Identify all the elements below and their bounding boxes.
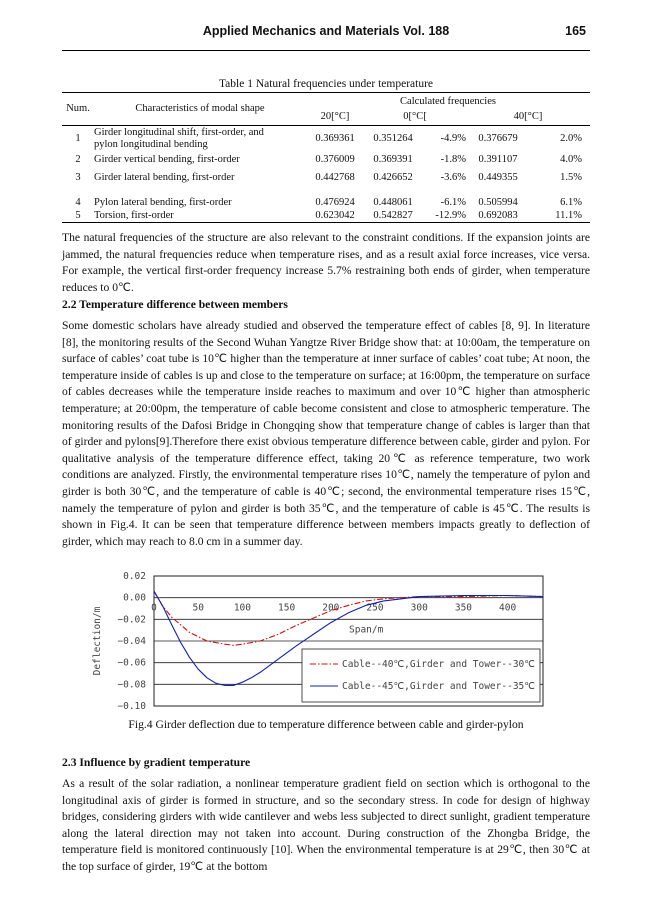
frequency-table [62, 92, 590, 223]
running-header [62, 18, 590, 48]
header-num: Num. [62, 93, 94, 126]
x-tick-label: 400 [499, 602, 517, 614]
row-desc [94, 126, 306, 153]
header-calculated: Calculated frequencies [306, 93, 590, 110]
row-f0: 0.448061 [373, 197, 413, 208]
row-desc-line2: pylon longitudinal bending [94, 139, 208, 150]
row-f0: 0.542827 [364, 209, 422, 223]
y-axis-label: Deflection/m [92, 606, 103, 676]
row-f40: 0.505994 [478, 197, 518, 208]
x-tick-label: 100 [233, 602, 251, 614]
header-characteristics: Characteristics of modal shape [94, 93, 306, 126]
y-tick-label: −0.04 [117, 636, 146, 647]
y-tick-label: −0.08 [117, 679, 146, 691]
row-d0: -3.6% [440, 172, 466, 183]
section-heading-2-3: 2.3 Influence by gradient temperature [62, 756, 251, 769]
header-20c: 20[°C] [306, 109, 364, 126]
figure-caption: Fig.4 Girder deflection due to temperature difference between cable and girder-pylon [128, 718, 524, 731]
paragraph-frequency-constraints: The natural frequencies of the structure are also relevant to the constraint conditions. If the expansion joints are jammed, the natural frequencies reduce when temperature rises, and as a result axial force increases, vice versa. For example, the vertical first-order frequency increase 5.7% restraining both ends of girder, when temperature reduces to 0℃. [62, 231, 590, 294]
row-f0: 0.426652 [373, 172, 413, 183]
y-tick-label: −0.10 [117, 701, 146, 712]
chart-legend [302, 649, 540, 702]
row-desc: Girder lateral bending, first-order [94, 172, 235, 183]
x-tick-label: 350 [454, 602, 473, 614]
row-d40: 4.0% [560, 153, 582, 165]
section-heading-2-2: 2.2 Temperature difference between members [62, 298, 288, 311]
table-row [62, 167, 590, 189]
row-d40: 2.0% [560, 133, 582, 144]
table-row [62, 189, 590, 209]
table-row [62, 126, 590, 153]
row-f20: 0.476924 [315, 197, 355, 208]
row-f20: 0.376009 [315, 153, 355, 165]
x-tick-label: 300 [410, 602, 428, 614]
row-num: 1 [75, 133, 81, 144]
row-f20: 0.623042 [306, 209, 364, 223]
legend-label: Cable--40℃,Girder and Tower--30℃ [342, 659, 535, 670]
row-f20: 0.369361 [315, 133, 355, 144]
table-row [62, 209, 590, 223]
row-f40: 0.391107 [478, 153, 518, 165]
row-desc-line1: Girder longitudinal shift, first-order, and [94, 127, 264, 138]
row-desc: Girder vertical bending, first-order [94, 153, 240, 165]
row-num: 3 [75, 172, 81, 183]
y-tick-label: 0.00 [123, 592, 146, 604]
page-number: 165 [565, 24, 586, 38]
row-d40: 11.1% [530, 209, 590, 223]
y-tick-label: −0.06 [117, 657, 146, 669]
table-row [62, 152, 590, 167]
row-d0: -1.8% [440, 153, 466, 165]
series-line-1 [154, 591, 543, 645]
row-d0: -12.9% [422, 209, 466, 223]
deflection-chart [88, 568, 558, 713]
row-f40: 0.376679 [478, 133, 518, 144]
row-f0: 0.351264 [373, 133, 413, 144]
x-tick-label: 250 [366, 602, 384, 614]
row-f20: 0.442768 [315, 172, 355, 183]
row-f40: 0.449355 [478, 172, 518, 183]
row-desc: Torsion, first-order [94, 209, 306, 223]
x-tick-labels [151, 603, 516, 614]
table-caption: Table 1 Natural frequencies under temperature [218, 78, 434, 90]
row-num: 5 [62, 209, 94, 223]
paragraph-gradient-temperature: As a result of the solar radiation, a nonlinear temperature gradient field on section which is orthogonal to the longitudinal axis of girder is formed in structure, and so the secondary stress. In code for design of highway bridges, considering girders with wide cantilever and webs less subjected to direct sunlight, gradient temperature along the lateral direction may not taken into account. During construction of the Zhongba Bridge, the temperature field is monitored continuously [10]. When the environmental temperature is at 29℃, then 30℃ at the top surface of girder, 19℃ at the bottom [62, 777, 590, 873]
legend-box [302, 649, 540, 702]
row-f40: 0.692083 [466, 209, 530, 223]
row-num: 4 [75, 197, 81, 208]
y-tick-label: 0.02 [123, 571, 146, 582]
row-d40: 1.5% [560, 172, 582, 183]
journal-title: Applied Mechanics and Materials Vol. 188 [202, 24, 450, 38]
row-d40: 6.1% [560, 197, 582, 208]
paragraph-temperature-difference: Some domestic scholars have already studied and observed the temperature effect of cables [8, 9]. In literature [8], the monitoring results of the Second Wuhan Yangtze River Bridge show that: at 10:00am, the temperature on surface of cables’ coat tube is 10℃ higher than the temperature at inner surface of cables’ coat tube; At noon, the temperature inside of cables is up and close to the temperature on surface; at 16:00pm, the temperature on surface of cables decreases while the temperature inside reaches to maximum and over 10℃ higher than atmospheric temperature; at 20:00pm, the temperature of cable become consistent and close to atmospheric temperature. The monitoring results of the Dafosi Bridge in Chongqing show that temperature change of cables is larger than that of girder and pylons[9].Therefore there exist obvious temperature difference between cable, girder and pylon. For qualitative analysis of the temperature difference effect, taking 20℃ as reference temperature, two work conditions are analyzed. Firstly, the environmental temperature rises 10℃, namely the temperature of pylon and girder is both 30℃, and the temperature of cable is 40℃; second, the environmental temperature rises 15℃, namely the temperature of pylon and girder is both 35℃, and the temperature of cable is 45℃. The results is shown in Fig.4. It can be seen that temperature difference between members impacts greatly to deflection of girder, which may reach to 8.0 cm in a summer day. [62, 319, 590, 548]
row-num: 2 [75, 153, 81, 165]
y-tick-label: −0.02 [117, 614, 146, 626]
y-tick-labels [117, 571, 146, 712]
x-tick-label: 150 [278, 602, 296, 614]
x-tick-label: 200 [322, 602, 340, 614]
row-f0: 0.369391 [373, 153, 413, 165]
legend-label: Cable--45℃,Girder and Tower--35℃ [342, 681, 535, 692]
header-0c: 0[°C[ [364, 109, 466, 126]
x-tick-label: 0 [151, 602, 157, 614]
row-desc: Pylon lateral bending, first-order [94, 197, 232, 208]
row-d0: -4.9% [440, 133, 466, 144]
header-rule [62, 50, 590, 51]
header-40c: 40[°C] [466, 109, 590, 126]
row-d0: -6.1% [440, 197, 466, 208]
x-axis-label: Span/m [349, 624, 384, 636]
x-tick-label: 50 [192, 602, 204, 614]
